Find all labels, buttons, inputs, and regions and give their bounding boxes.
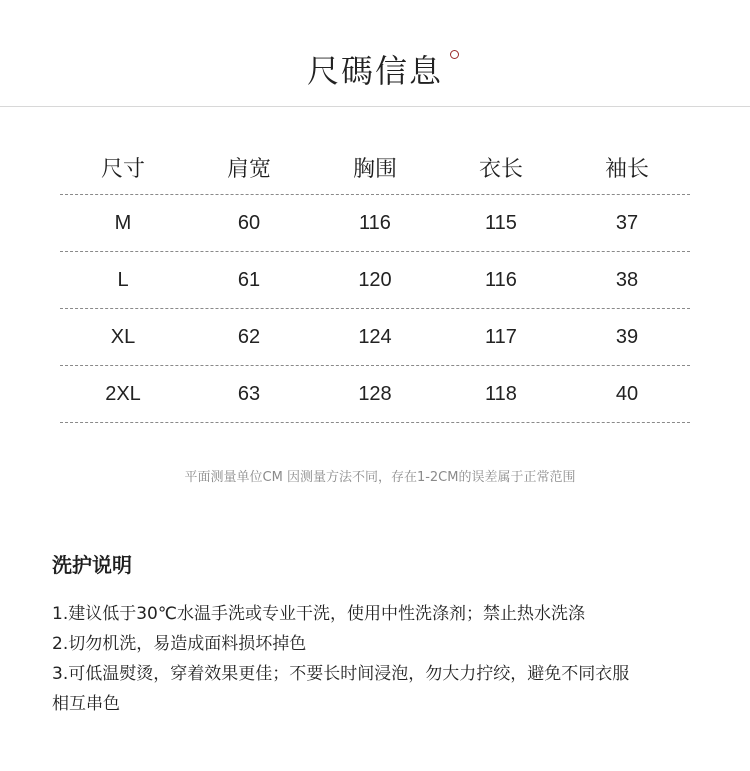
- title-divider: [0, 106, 750, 107]
- table-cell: 40: [615, 382, 639, 405]
- table-cell: 62: [237, 325, 261, 348]
- table-cell: 38: [615, 268, 639, 291]
- header-sleeve: 袖长: [604, 156, 649, 182]
- table-cell: 116: [485, 268, 517, 291]
- table-row: [60, 309, 690, 366]
- table-row: [60, 252, 690, 309]
- size-table: [60, 140, 690, 423]
- table-cell: 39: [615, 325, 639, 348]
- table-cell: 2XL: [105, 382, 141, 405]
- care-line: 相互串色: [52, 694, 120, 714]
- header-shoulder: 肩宽: [226, 156, 271, 182]
- table-cell: 60: [237, 211, 261, 234]
- care-line: 3.可低温熨烫，穿着效果更佳；不要长时间浸泡，勿大力拧绞，避免不同衣服: [52, 664, 630, 684]
- table-cell: M: [114, 211, 132, 234]
- table-cell: 61: [237, 268, 261, 291]
- circle-dot-icon: [450, 50, 459, 59]
- page-title: [307, 46, 443, 92]
- table-cell: 37: [615, 211, 639, 234]
- table-cell: XL: [110, 325, 136, 348]
- table-cell: 118: [485, 382, 517, 405]
- table-cell: 117: [485, 325, 517, 348]
- table-cell: 124: [358, 325, 392, 348]
- measurement-note: 平面测量单位CM 因测量方法不同，存在1-2CM的误差属于正常范围: [184, 470, 576, 485]
- table-header-row: [60, 140, 690, 195]
- header-size: 尺寸: [100, 156, 145, 182]
- page-title-text: 尺碼信息: [306, 52, 443, 90]
- care-line: 1.建议低于30℃水温手洗或专业干洗，使用中性洗涤剂；禁止热水洗涤: [52, 604, 585, 624]
- care-heading: 洗护说明: [52, 553, 132, 577]
- table-cell: 63: [237, 382, 261, 405]
- care-list: [52, 599, 702, 719]
- table-row: [60, 366, 690, 423]
- table-cell: 128: [358, 382, 392, 405]
- header-chest: 胸围: [352, 156, 397, 182]
- care-line: 2.切勿机洗，易造成面料损坏掉色: [52, 634, 307, 654]
- table-row: [60, 195, 690, 252]
- table-cell: 116: [359, 211, 391, 234]
- table-cell: 115: [485, 211, 517, 234]
- table-cell: 120: [358, 268, 392, 291]
- header-length: 衣长: [478, 156, 523, 182]
- title-section: [0, 46, 750, 92]
- table-cell: L: [117, 268, 129, 291]
